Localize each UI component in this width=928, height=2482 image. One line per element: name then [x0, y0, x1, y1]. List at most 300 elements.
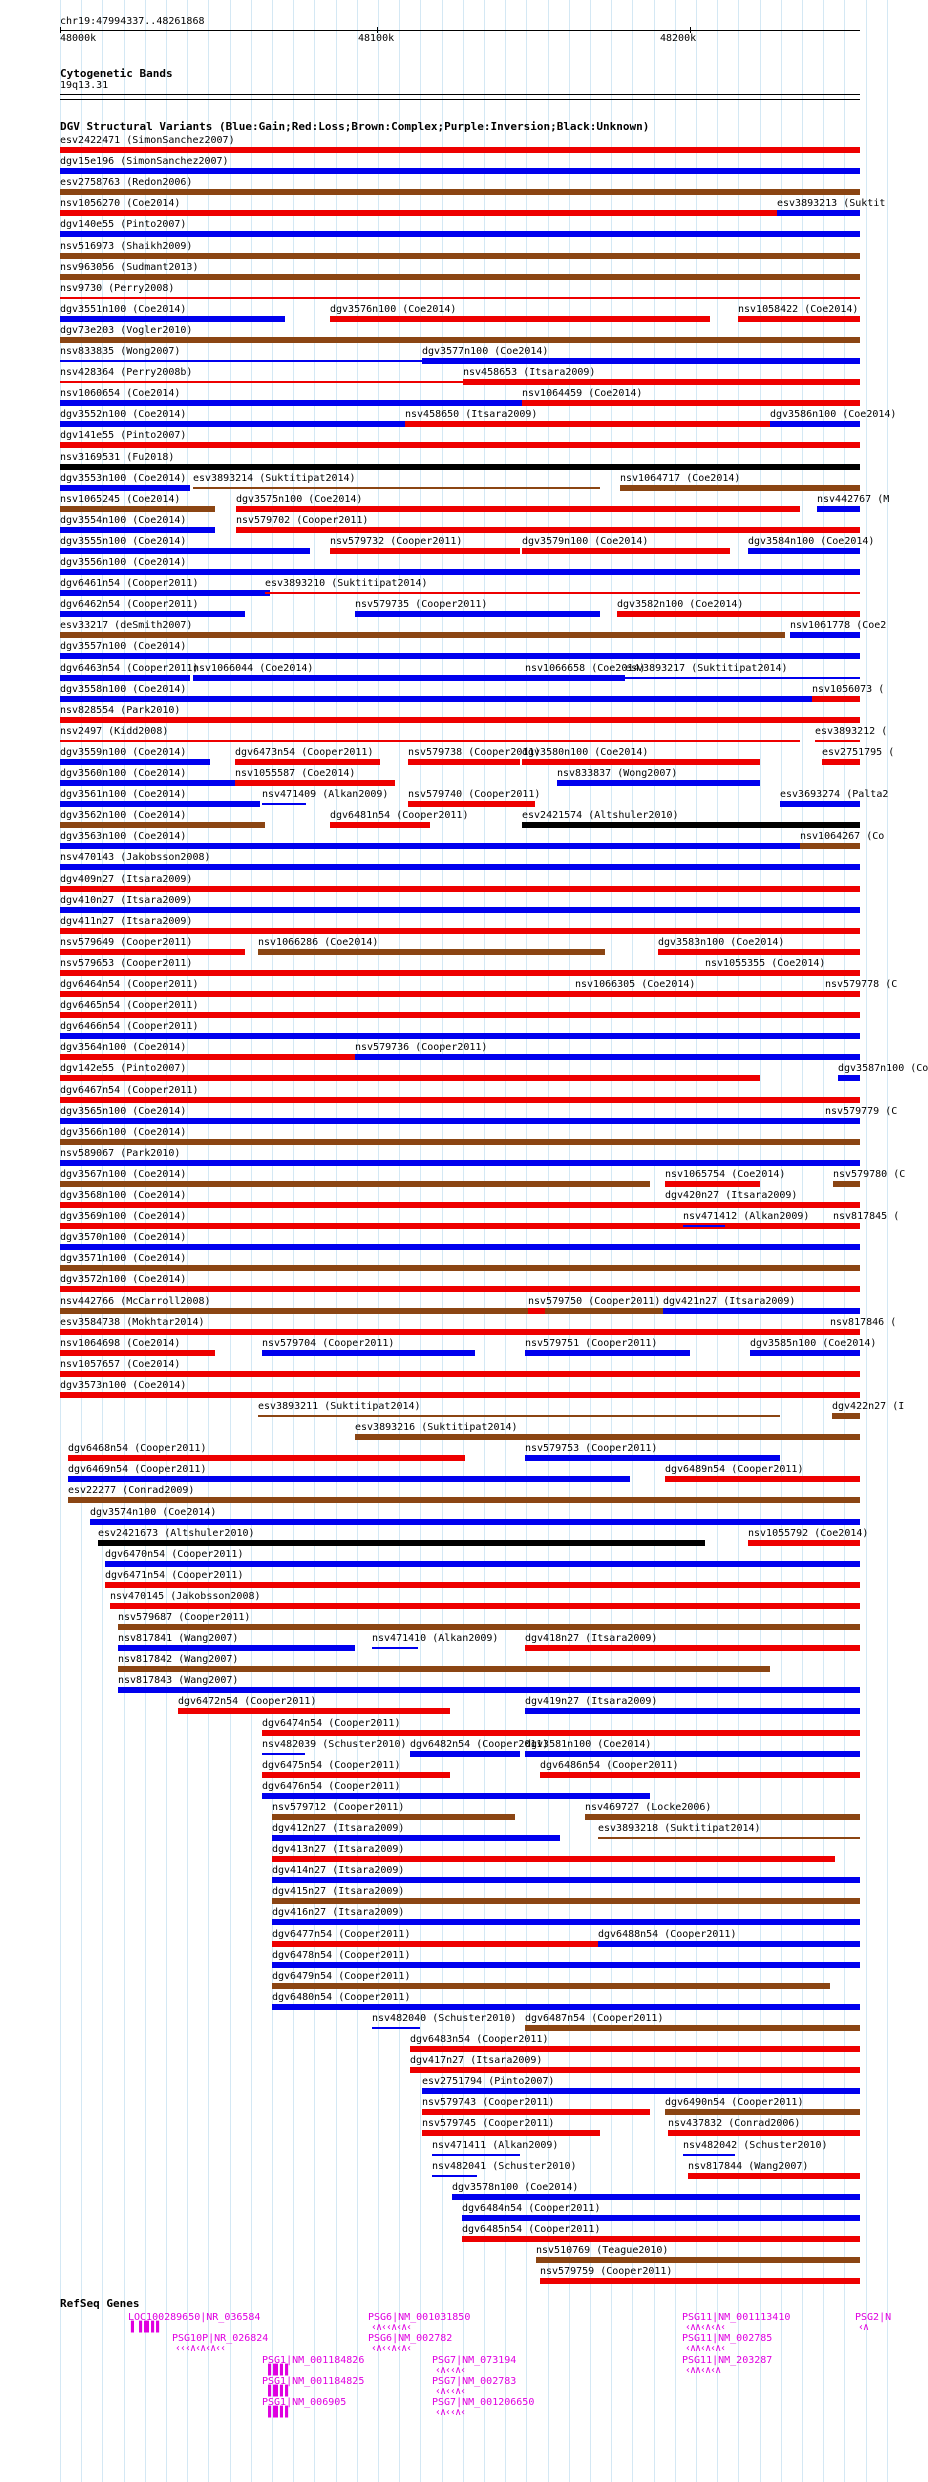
dgv-variant-label[interactable]: nsv579751 (Cooper2011) [525, 1337, 658, 1349]
dgv-variant-bar[interactable] [355, 1054, 860, 1060]
refseq-gene-label[interactable]: PSG10P|NR_026824 [172, 2333, 269, 2344]
dgv-variant-bar[interactable] [830, 1329, 860, 1335]
dgv-variant-label[interactable]: nsv579759 (Cooper2011) [540, 2266, 673, 2278]
dgv-variant-bar[interactable] [665, 1181, 760, 1187]
dgv-variant-bar[interactable] [60, 316, 285, 322]
dgv-variant-bar[interactable] [410, 2067, 860, 2073]
dgv-variant-bar[interactable] [235, 780, 395, 786]
dgv-variant-bar[interactable] [738, 316, 860, 322]
dgv-variant-bar[interactable] [118, 1624, 860, 1630]
dgv-variant-bar[interactable] [60, 907, 860, 913]
dgv-variant-label[interactable]: nsv833835 (Wong2007) [60, 346, 181, 357]
dgv-variant-label[interactable]: nsv482041 (Schuster2010) [432, 2160, 577, 2172]
dgv-variant-label[interactable]: dgv417n27 (Itsara2009) [410, 2055, 543, 2067]
dgv-variant-bar[interactable] [462, 2215, 860, 2221]
dgv-variant-label[interactable]: nsv579649 (Cooper2011) [60, 936, 193, 948]
dgv-variant-label[interactable]: esv33217 (deSmith2007) [60, 620, 193, 632]
dgv-variant-bar[interactable] [60, 740, 800, 742]
dgv-variant-bar[interactable] [60, 717, 860, 723]
dgv-variant-bar[interactable] [60, 147, 860, 153]
dgv-variant-bar[interactable] [355, 1434, 860, 1440]
dgv-variant-label[interactable]: dgv6484n54 (Cooper2011) [462, 2202, 601, 2214]
dgv-variant-label[interactable]: esv3893214 (Suktitipat2014) [193, 472, 356, 484]
dgv-variant-bar[interactable] [265, 592, 860, 594]
dgv-variant-label[interactable]: nsv963056 (Sudmant2013) [60, 261, 199, 273]
dgv-variant-label[interactable]: dgv6463n54 (Cooper2011) [60, 662, 199, 674]
dgv-variant-label[interactable]: nsv482040 (Schuster2010) [372, 2012, 517, 2024]
dgv-variant-bar[interactable] [272, 1835, 560, 1841]
dgv-variant-label[interactable]: nsv471411 (Alkan2009) [432, 2139, 559, 2151]
dgv-variant-bar[interactable] [60, 168, 860, 174]
dgv-variant-label[interactable]: nsv579712 (Cooper2011) [272, 1801, 405, 1813]
dgv-variant-label[interactable]: nsv516973 (Shaikh2009) [60, 240, 193, 252]
dgv-variant-bar[interactable] [598, 1941, 860, 1947]
dgv-variant-bar[interactable] [105, 1561, 860, 1567]
dgv-variant-bar[interactable] [272, 1962, 860, 1968]
dgv-variant-bar[interactable] [110, 1603, 860, 1609]
dgv-variant-label[interactable]: nsv579743 (Cooper2011) [422, 2097, 555, 2109]
dgv-variant-label[interactable]: dgv6476n54 (Cooper2011) [262, 1780, 401, 1792]
dgv-variant-label[interactable]: dgv6473n54 (Cooper2011) [235, 746, 374, 758]
dgv-variant-label[interactable]: esv3893210 (Suktitipat2014) [265, 578, 428, 590]
refseq-gene-label[interactable]: PSG11|NM_203287 [682, 2355, 773, 2366]
dgv-variant-label[interactable]: dgv3582n100 (Coe2014) [617, 599, 744, 611]
refseq-gene-label[interactable]: PSG11|NM_001113410 [682, 2312, 791, 2323]
dgv-variant-bar[interactable] [815, 740, 860, 742]
dgv-variant-label[interactable]: nsv482042 (Schuster2010) [683, 2139, 828, 2151]
refseq-gene-model[interactable]: ‹∧‹‹∧‹∧‹ [371, 2322, 412, 2333]
dgv-variant-bar[interactable] [525, 1350, 690, 1356]
dgv-variant-bar[interactable] [272, 1877, 860, 1883]
dgv-variant-bar[interactable] [557, 780, 760, 786]
dgv-variant-label[interactable]: dgv6485n54 (Cooper2011) [462, 2223, 601, 2235]
dgv-variant-bar[interactable] [193, 675, 525, 681]
dgv-variant-label[interactable]: dgv3563n100 (Coe2014) [60, 831, 187, 843]
dgv-variant-label[interactable]: nsv1064267 (Co [800, 831, 885, 843]
dgv-variant-bar[interactable] [408, 759, 520, 765]
dgv-variant-bar[interactable] [525, 1455, 780, 1461]
dgv-variant-label[interactable]: dgv3558n100 (Coe2014) [60, 683, 187, 695]
dgv-variant-bar[interactable] [68, 1476, 630, 1482]
dgv-variant-bar[interactable] [272, 2004, 860, 2010]
dgv-variant-bar[interactable] [60, 675, 190, 681]
dgv-variant-bar[interactable] [60, 527, 215, 533]
dgv-variant-bar[interactable] [60, 485, 190, 491]
dgv-variant-label[interactable]: dgv6487n54 (Cooper2011) [525, 2012, 664, 2024]
dgv-variant-label[interactable]: dgv3569n100 (Coe2014) [60, 1211, 187, 1223]
dgv-variant-label[interactable]: nsv1064717 (Coe2014) [620, 472, 741, 484]
dgv-variant-bar[interactable] [330, 822, 430, 828]
dgv-variant-bar[interactable] [258, 949, 605, 955]
refseq-gene-model[interactable]: ▐▐▌▌▌ [265, 2365, 291, 2376]
dgv-variant-label[interactable]: dgv3553n100 (Coe2014) [60, 472, 187, 484]
dgv-variant-label[interactable]: dgv409n27 (Itsara2009) [60, 873, 193, 885]
dgv-variant-bar[interactable] [838, 1075, 860, 1081]
dgv-variant-bar[interactable] [777, 210, 860, 216]
refseq-gene-model[interactable]: ‹∧‹‹∧‹ [435, 2365, 466, 2376]
dgv-variant-label[interactable]: esv3893213 (Suktit [777, 198, 886, 210]
dgv-variant-label[interactable]: dgv3570n100 (Coe2014) [60, 1232, 187, 1244]
dgv-variant-bar[interactable] [262, 803, 306, 805]
refseq-gene-label[interactable]: PSG2|N [855, 2312, 892, 2323]
dgv-variant-label[interactable]: dgv6471n54 (Cooper2011) [105, 1569, 244, 1581]
dgv-variant-bar[interactable] [683, 1225, 725, 1227]
dgv-variant-label[interactable]: nsv579735 (Cooper2011) [355, 599, 488, 611]
dgv-variant-bar[interactable] [585, 1814, 860, 1820]
dgv-variant-bar[interactable] [60, 1012, 860, 1018]
dgv-variant-label[interactable]: nsv579778 (C [825, 979, 898, 990]
dgv-variant-label[interactable]: nsv1064698 (Coe2014) [60, 1337, 181, 1349]
dgv-variant-label[interactable]: dgv416n27 (Itsara2009) [272, 1907, 405, 1919]
dgv-variant-label[interactable]: dgv411n27 (Itsara2009) [60, 915, 193, 927]
dgv-variant-label[interactable]: dgv410n27 (Itsara2009) [60, 894, 193, 906]
dgv-variant-label[interactable]: nsv2497 (Kidd2008) [60, 725, 169, 737]
dgv-variant-label[interactable]: dgv3574n100 (Coe2014) [90, 1506, 217, 1518]
dgv-variant-bar[interactable] [236, 527, 860, 533]
dgv-variant-bar[interactable] [236, 506, 800, 512]
dgv-variant-label[interactable]: dgv3565n100 (Coe2014) [60, 1105, 187, 1117]
refseq-gene-label[interactable]: PSG7|NM_001206650 [432, 2397, 535, 2408]
dgv-variant-bar[interactable] [620, 485, 860, 491]
dgv-variant-label[interactable]: nsv828554 (Park2010) [60, 704, 181, 716]
dgv-variant-bar[interactable] [60, 864, 860, 870]
dgv-variant-bar[interactable] [60, 1097, 860, 1103]
dgv-variant-bar[interactable] [355, 611, 600, 617]
dgv-variant-bar[interactable] [235, 759, 380, 765]
refseq-gene-label[interactable]: PSG1|NM_001184825 [262, 2376, 365, 2387]
dgv-variant-label[interactable]: nsv1064459 (Coe2014) [522, 388, 643, 400]
dgv-variant-bar[interactable] [688, 2173, 860, 2179]
dgv-variant-bar[interactable] [525, 1708, 860, 1714]
dgv-variant-label[interactable]: dgv6465n54 (Cooper2011) [60, 1000, 199, 1012]
dgv-variant-label[interactable]: dgv142e55 (Pinto2007) [60, 1063, 187, 1075]
refseq-gene-model[interactable]: ‹∧‹‹∧‹ [435, 2407, 466, 2418]
dgv-variant-bar[interactable] [750, 1350, 860, 1356]
dgv-variant-bar[interactable] [60, 1350, 215, 1356]
dgv-variant-bar[interactable] [68, 1497, 860, 1503]
dgv-variant-bar[interactable] [60, 1392, 860, 1398]
refseq-gene-model[interactable]: ‹∧∧‹∧‹∧‹ [685, 2322, 726, 2333]
dgv-variant-label[interactable]: dgv3555n100 (Coe2014) [60, 535, 187, 547]
dgv-variant-label[interactable]: esv3893216 (Suktitipat2014) [355, 1422, 518, 1434]
dgv-variant-bar[interactable] [825, 991, 860, 997]
dgv-variant-label[interactable]: dgv3577n100 (Coe2014) [422, 346, 549, 357]
dgv-variant-label[interactable]: nsv1065754 (Coe2014) [665, 1168, 786, 1180]
dgv-variant-bar[interactable] [272, 1856, 835, 1862]
dgv-variant-bar[interactable] [522, 548, 730, 554]
dgv-variant-label[interactable]: dgv421n27 (Itsara2009) [663, 1295, 796, 1307]
refseq-gene-label[interactable]: PSG1|NM_006905 [262, 2397, 347, 2408]
dgv-variant-label[interactable]: esv22277 (Conrad2009) [68, 1485, 195, 1497]
dgv-variant-label[interactable]: nsv579780 (C [833, 1168, 906, 1180]
dgv-variant-label[interactable]: dgv6462n54 (Cooper2011) [60, 599, 199, 611]
dgv-variant-bar[interactable] [60, 1371, 860, 1377]
dgv-variant-bar[interactable] [98, 1540, 705, 1546]
dgv-variant-bar[interactable] [272, 1983, 830, 1989]
refseq-gene-model[interactable]: ▌▐▐▌▌▌ [131, 2322, 162, 2333]
dgv-variant-bar[interactable] [60, 801, 260, 807]
dgv-variant-label[interactable]: nsv579687 (Cooper2011) [118, 1612, 251, 1623]
dgv-variant-label[interactable]: dgv3564n100 (Coe2014) [60, 1042, 187, 1054]
dgv-variant-bar[interactable] [598, 1837, 860, 1839]
dgv-variant-bar[interactable] [272, 1898, 860, 1904]
dgv-variant-bar[interactable] [60, 780, 240, 786]
refseq-gene-model[interactable]: ▐▐▌▌▌ [265, 2407, 291, 2418]
dgv-variant-label[interactable]: dgv6490n54 (Cooper2011) [665, 2097, 804, 2109]
dgv-variant-bar[interactable] [536, 2257, 860, 2263]
dgv-variant-label[interactable]: dgv3579n100 (Coe2014) [522, 535, 649, 547]
dgv-variant-label[interactable]: dgv6480n54 (Cooper2011) [272, 1991, 411, 2003]
dgv-variant-bar[interactable] [60, 1265, 860, 1271]
dgv-variant-label[interactable]: nsv579750 (Cooper2011) [528, 1295, 661, 1307]
dgv-variant-bar[interactable] [118, 1687, 860, 1693]
refseq-gene-label[interactable]: PSG1|NM_001184826 [262, 2355, 365, 2366]
dgv-variant-bar[interactable] [825, 1118, 860, 1124]
dgv-variant-label[interactable]: nsv471409 (Alkan2009) [262, 789, 389, 801]
dgv-variant-label[interactable]: esv2421574 (Altshuler2010) [522, 810, 679, 822]
dgv-variant-label[interactable]: dgv6461n54 (Cooper2011) [60, 578, 199, 590]
dgv-variant-label[interactable]: esv3893217 (Suktitipat2014) [625, 662, 788, 674]
dgv-variant-bar[interactable] [68, 1455, 465, 1461]
dgv-variant-label[interactable]: esv2422471 (SimonSanchez2007) [60, 135, 235, 146]
dgv-variant-label[interactable]: dgv6482n54 (Cooper2011) [410, 1738, 549, 1750]
dgv-variant-label[interactable]: esv3893211 (Suktitipat2014) [258, 1401, 421, 1412]
dgv-variant-label[interactable]: dgv420n27 (Itsara2009) [665, 1190, 798, 1201]
dgv-variant-bar[interactable] [665, 2109, 860, 2115]
dgv-variant-bar[interactable] [422, 2130, 600, 2136]
dgv-variant-label[interactable]: dgv73e203 (Vogler2010) [60, 324, 193, 336]
dgv-variant-label[interactable]: dgv3585n100 (Coe2014) [750, 1337, 877, 1349]
dgv-variant-bar[interactable] [408, 801, 535, 807]
dgv-variant-label[interactable]: esv3693274 (Palta2 [780, 789, 889, 801]
dgv-variant-bar[interactable] [463, 379, 860, 385]
dgv-variant-bar[interactable] [60, 822, 265, 828]
dgv-variant-bar[interactable] [668, 2130, 860, 2136]
dgv-variant-label[interactable]: dgv6464n54 (Cooper2011) [60, 979, 199, 990]
dgv-variant-bar[interactable] [422, 2088, 860, 2094]
dgv-variant-label[interactable]: esv3893212 ( [815, 725, 888, 737]
dgv-variant-label[interactable]: dgv15e196 (SimonSanchez2007) [60, 156, 229, 168]
dgv-variant-label[interactable]: dgv3571n100 (Coe2014) [60, 1253, 187, 1265]
dgv-variant-label[interactable]: esv2421673 (Altshuler2010) [98, 1527, 255, 1539]
dgv-variant-bar[interactable] [60, 1118, 860, 1124]
dgv-variant-label[interactable]: dgv415n27 (Itsara2009) [272, 1886, 405, 1898]
dgv-variant-bar[interactable] [60, 1075, 760, 1081]
dgv-variant-bar[interactable] [822, 759, 860, 765]
dgv-variant-label[interactable]: nsv9730 (Perry2008) [60, 282, 175, 294]
dgv-variant-bar[interactable] [522, 759, 760, 765]
dgv-variant-bar[interactable] [60, 611, 245, 617]
dgv-variant-bar[interactable] [790, 632, 860, 638]
refseq-gene-label[interactable]: PSG6|NM_002782 [368, 2333, 453, 2344]
refseq-gene-model[interactable]: ‹∧∧‹∧‹∧ [685, 2365, 721, 2376]
dgv-variant-label[interactable]: nsv1060654 (Coe2014) [60, 388, 181, 400]
dgv-variant-bar[interactable] [60, 569, 860, 575]
dgv-variant-label[interactable]: dgv3581n100 (Coe2014) [525, 1738, 652, 1750]
dgv-variant-label[interactable]: esv2751795 ( [822, 746, 895, 758]
dgv-variant-label[interactable]: nsv1057657 (Coe2014) [60, 1358, 181, 1370]
dgv-variant-label[interactable]: nsv470143 (Jakobsson2008) [60, 852, 211, 864]
dgv-variant-bar[interactable] [833, 1181, 860, 1187]
dgv-variant-label[interactable]: dgv6472n54 (Cooper2011) [178, 1696, 317, 1708]
dgv-variant-bar[interactable] [748, 548, 860, 554]
dgv-variant-bar[interactable] [683, 2154, 735, 2156]
dgv-variant-label[interactable]: nsv817843 (Wang2007) [118, 1675, 239, 1687]
dgv-variant-bar[interactable] [60, 1286, 860, 1292]
dgv-variant-label[interactable]: dgv3562n100 (Coe2014) [60, 810, 187, 822]
dgv-variant-label[interactable]: dgv412n27 (Itsara2009) [272, 1823, 405, 1834]
dgv-variant-label[interactable]: nsv1061778 (Coe2 [790, 620, 887, 632]
dgv-variant-bar[interactable] [60, 1181, 650, 1187]
dgv-variant-label[interactable]: nsv442766 (McCarroll2008) [60, 1295, 211, 1307]
dgv-variant-bar[interactable] [60, 548, 310, 554]
dgv-variant-label[interactable]: nsv1066305 (Coe2014) [575, 979, 696, 990]
dgv-variant-label[interactable]: nsv3169531 (Fu2018) [60, 451, 175, 463]
dgv-variant-label[interactable]: nsv579736 (Cooper2011) [355, 1042, 488, 1054]
refseq-gene-label[interactable]: PSG7|NM_073194 [432, 2355, 517, 2366]
dgv-variant-label[interactable]: nsv437832 (Conrad2006) [668, 2118, 801, 2130]
dgv-variant-label[interactable]: dgv6466n54 (Cooper2011) [60, 1021, 199, 1033]
dgv-variant-label[interactable]: nsv1055792 (Coe2014) [748, 1527, 869, 1539]
dgv-variant-bar[interactable] [60, 274, 860, 280]
dgv-variant-label[interactable]: nsv817844 (Wang2007) [688, 2160, 809, 2172]
dgv-variant-bar[interactable] [193, 487, 600, 489]
dgv-variant-bar[interactable] [60, 189, 860, 195]
dgv-variant-label[interactable]: dgv3554n100 (Coe2014) [60, 514, 187, 526]
dgv-variant-label[interactable]: nsv579702 (Cooper2011) [236, 514, 369, 526]
refseq-gene-model[interactable]: ‹∧ [858, 2322, 869, 2333]
dgv-variant-bar[interactable] [60, 1160, 860, 1166]
dgv-variant-label[interactable]: dgv3584n100 (Coe2014) [748, 535, 875, 547]
dgv-variant-bar[interactable] [60, 759, 210, 765]
dgv-variant-label[interactable]: nsv1065245 (Coe2014) [60, 493, 181, 505]
dgv-variant-label[interactable]: dgv6475n54 (Cooper2011) [262, 1759, 401, 1771]
dgv-variant-label[interactable]: dgv3587n100 (Co [838, 1063, 928, 1075]
dgv-variant-label[interactable]: dgv3560n100 (Coe2014) [60, 768, 187, 779]
dgv-variant-bar[interactable] [60, 886, 860, 892]
dgv-variant-label[interactable]: dgv3575n100 (Coe2014) [236, 493, 363, 505]
dgv-variant-label[interactable]: nsv1055355 (Coe2014) [705, 957, 826, 969]
dgv-variant-bar[interactable] [665, 1476, 860, 1482]
dgv-variant-bar[interactable] [405, 421, 770, 427]
dgv-variant-label[interactable]: nsv1066286 (Coe2014) [258, 936, 379, 948]
dgv-variant-bar[interactable] [663, 1308, 860, 1314]
refseq-gene-model[interactable]: ‹∧‹‹∧‹ [435, 2386, 466, 2397]
dgv-variant-label[interactable]: nsv1056270 (Coe2014) [60, 198, 181, 210]
dgv-variant-bar[interactable] [330, 316, 710, 322]
dgv-variant-bar[interactable] [90, 1519, 860, 1525]
dgv-variant-bar[interactable] [262, 1772, 450, 1778]
dgv-variant-label[interactable]: esv3893218 (Suktitipat2014) [598, 1823, 761, 1834]
dgv-variant-label[interactable]: dgv414n27 (Itsara2009) [272, 1865, 405, 1877]
dgv-variant-bar[interactable] [258, 1415, 780, 1417]
dgv-variant-bar[interactable] [422, 358, 860, 364]
refseq-gene-label[interactable]: PSG6|NM_001031850 [368, 2312, 471, 2323]
dgv-variant-bar[interactable] [118, 1666, 770, 1672]
dgv-variant-label[interactable]: dgv6483n54 (Cooper2011) [410, 2034, 549, 2045]
dgv-variant-label[interactable]: nsv1066658 (Coe2014) [525, 662, 646, 674]
dgv-variant-bar[interactable] [330, 548, 520, 554]
dgv-variant-label[interactable]: dgv6481n54 (Cooper2011) [330, 810, 469, 822]
dgv-variant-label[interactable]: dgv3566n100 (Coe2014) [60, 1126, 187, 1138]
dgv-variant-label[interactable]: nsv817842 (Wang2007) [118, 1654, 239, 1666]
dgv-variant-bar[interactable] [60, 590, 270, 596]
dgv-variant-label[interactable]: dgv3556n100 (Coe2014) [60, 557, 187, 568]
dgv-variant-bar[interactable] [60, 231, 860, 237]
dgv-variant-bar[interactable] [178, 1708, 450, 1714]
dgv-variant-bar[interactable] [800, 843, 860, 849]
dgv-variant-bar[interactable] [522, 400, 860, 406]
dgv-variant-bar[interactable] [372, 2027, 420, 2029]
dgv-variant-bar[interactable] [262, 1793, 650, 1799]
dgv-variant-label[interactable]: nsv833837 (Wong2007) [557, 768, 678, 779]
dgv-variant-label[interactable]: nsv589067 (Park2010) [60, 1147, 181, 1159]
dgv-variant-label[interactable]: dgv6477n54 (Cooper2011) [272, 1928, 411, 1940]
dgv-variant-label[interactable]: dgv3580n100 (Coe2014) [522, 746, 649, 758]
dgv-variant-bar[interactable] [60, 1033, 860, 1039]
dgv-variant-bar[interactable] [525, 1645, 860, 1651]
dgv-variant-label[interactable]: dgv3551n100 (Coe2014) [60, 303, 187, 315]
dgv-variant-label[interactable]: dgv3583n100 (Coe2014) [658, 936, 785, 948]
dgv-variant-bar[interactable] [432, 2175, 477, 2177]
dgv-variant-bar[interactable] [60, 442, 860, 448]
refseq-gene-label[interactable]: PSG11|NM_002785 [682, 2333, 773, 2344]
dgv-variant-label[interactable]: nsv579653 (Cooper2011) [60, 957, 193, 969]
dgv-variant-label[interactable]: dgv6468n54 (Cooper2011) [68, 1443, 207, 1455]
dgv-variant-bar[interactable] [60, 928, 860, 934]
dgv-variant-label[interactable]: dgv3576n100 (Coe2014) [330, 303, 457, 315]
dgv-variant-bar[interactable] [60, 653, 860, 659]
dgv-variant-bar[interactable] [540, 1772, 860, 1778]
dgv-variant-label[interactable]: dgv140e55 (Pinto2007) [60, 219, 187, 231]
refseq-gene-model[interactable]: ‹‹‹∧‹∧‹∧‹‹ [175, 2343, 226, 2354]
dgv-variant-bar[interactable] [780, 801, 860, 807]
dgv-variant-bar[interactable] [705, 970, 860, 976]
dgv-variant-label[interactable]: dgv6486n54 (Cooper2011) [540, 1759, 679, 1771]
dgv-variant-bar[interactable] [625, 677, 860, 679]
dgv-variant-label[interactable]: nsv817845 ( [833, 1211, 900, 1223]
dgv-variant-label[interactable]: dgv3573n100 (Coe2014) [60, 1379, 187, 1391]
dgv-variant-bar[interactable] [770, 421, 860, 427]
dgv-variant-label[interactable]: esv2758763 (Redon2006) [60, 177, 193, 189]
dgv-variant-label[interactable]: dgv413n27 (Itsara2009) [272, 1844, 405, 1856]
dgv-variant-label[interactable]: nsv579753 (Cooper2011) [525, 1443, 658, 1455]
dgv-variant-bar[interactable] [60, 210, 860, 216]
dgv-variant-bar[interactable] [60, 843, 860, 849]
dgv-variant-label[interactable]: dgv3572n100 (Coe2014) [60, 1274, 187, 1286]
dgv-variant-bar[interactable] [272, 1919, 860, 1925]
dgv-variant-label[interactable]: dgv6479n54 (Cooper2011) [272, 1970, 411, 1982]
dgv-variant-label[interactable]: dgv6489n54 (Cooper2011) [665, 1464, 804, 1476]
dgv-variant-bar[interactable] [817, 506, 860, 512]
dgv-variant-label[interactable]: dgv6469n54 (Cooper2011) [68, 1464, 207, 1476]
dgv-variant-label[interactable]: dgv6474n54 (Cooper2011) [262, 1717, 401, 1729]
dgv-variant-label[interactable]: dgv3552n100 (Coe2014) [60, 409, 187, 421]
dgv-variant-bar[interactable] [262, 1730, 860, 1736]
dgv-variant-bar[interactable] [665, 1202, 860, 1208]
dgv-variant-label[interactable]: nsv1055587 (Coe2014) [235, 768, 356, 779]
dgv-variant-label[interactable]: dgv6488n54 (Cooper2011) [598, 1928, 737, 1940]
dgv-variant-label[interactable]: dgv3557n100 (Coe2014) [60, 641, 187, 653]
dgv-variant-label[interactable]: nsv1066044 (Coe2014) [193, 662, 314, 674]
dgv-variant-label[interactable]: nsv442767 (M [817, 493, 890, 505]
dgv-variant-bar[interactable] [262, 1753, 305, 1755]
dgv-variant-bar[interactable] [60, 464, 860, 470]
dgv-variant-label[interactable]: dgv3568n100 (Coe2014) [60, 1190, 187, 1201]
dgv-variant-label[interactable]: dgv419n27 (Itsara2009) [525, 1696, 658, 1708]
dgv-variant-label[interactable]: dgv3586n100 (Coe2014) [770, 409, 897, 421]
dgv-variant-label[interactable]: nsv579740 (Cooper2011) [408, 789, 541, 801]
